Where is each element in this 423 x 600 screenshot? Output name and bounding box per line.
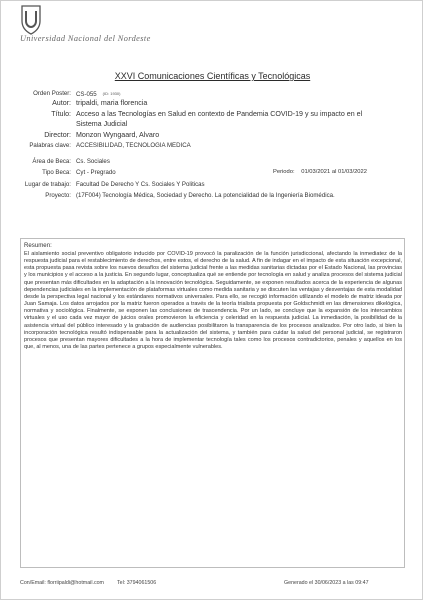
resumen-box (20, 238, 405, 568)
autor-value: tripaldi, maria florencia (76, 99, 148, 107)
titulo-line-1: Acceso a las Tecnologías en Salud en contexto de Pandemia COVID-19 y su impacto en el (76, 110, 363, 118)
orden-value: CS-055 (76, 91, 97, 98)
director-label: Director: (44, 131, 71, 139)
autor-label: Autor: (52, 99, 71, 107)
tipo-beca-label: Tipo Beca: (42, 169, 71, 176)
footer-email: Con/Email: florriipaldi@hotmail.com (20, 580, 104, 586)
footer-generated: Generado el 30/06/2023 a las 09:47 (284, 580, 369, 586)
director-value: Monzon Wyngaard, Alvaro (76, 131, 160, 139)
orden-label: Orden Poster: (33, 90, 71, 97)
university-shield-icon (20, 5, 42, 35)
lugar-trabajo-label: Lugar de trabajo: (24, 181, 71, 188)
resumen-label: Resumen: (24, 242, 52, 249)
area-beca-label: Área de Beca: (32, 158, 71, 165)
palabras-clave-value: ACCESIBILIDAD, TECNOLOGIA MEDICA (76, 142, 191, 149)
titulo-line-2: Sistema Judicial (76, 120, 128, 128)
university-name: Universidad Nacional del Nordeste (20, 34, 151, 43)
orden-value-wrap (76, 90, 120, 98)
palabras-clave-label: Palabras clave: (29, 142, 71, 149)
conference-title: XXVI Comunicaciones Científicas y Tecnológicas (114, 71, 311, 81)
periodo-label: Periodo: (273, 169, 295, 175)
university-logo (20, 5, 170, 61)
footer-tel: Tel: 3794061506 (117, 580, 157, 586)
periodo-value: 01/03/2021 al 01/03/2022 (301, 169, 367, 175)
tipo-beca-value: Cyt - Pregrado (76, 169, 116, 176)
area-beca-value: Cs. Sociales (76, 158, 110, 165)
orden-id: (ID: 1930) (102, 91, 121, 96)
proyecto-label: Proyecto: (45, 192, 71, 199)
lugar-trabajo-value: Facultad De Derecho Y Cs. Sociales Y Politicas (76, 181, 205, 188)
field-periodo (273, 169, 367, 175)
resumen-text: El aislamiento social preventivo obligatorio inducido por COVID-19 provocó la paralización de la función jurisdiccional, afectando la inmediatez de la respuesta judicial para el restablecimiento de derechos, entre estos, el derecho de la salud. A fin de indagar en el impacto de esta situación excepcional, esta propuesta pasa revista sobre los nuevos desafíos del sistema judicial frente a las medidas sanitarias dictadas por el Estado Nacional, las provincias y los municipios y el acceso a la justicia. En segundo lugar, conceptualiza qué se entiende por tecnología en salud y analiza procesos del sistema judicial que presentan más dificultades en la adaptación a la innovación tecnológica. Seguidamente, se exponen resultados acerca de la experiencia de algunas dependencias judiciales en la implementación de plataformas virtuales como medida sanitaria y se discuten las ventajas y desventajas de esta modalidad desde la perspectiva legal nacional y los estándares normativos universales. Para ello, se recogió información utilizando el modelo de matriz ideada por Juan Samaja. Los datos arrojados por la matriz fueron operados a través de la teoría trialista propuesta por Goldschmidt en las dimensiones dikelógica, normativa y sociológica. Finalmente, se exponen las conclusiones de trascendencia. Por un lado, se concluye que la expansión de los intercambios virtuales y el uso cada vez mayor de juicios orales promovieron la eficiencia y celeridad en la respuesta judicial. La inmediación, la posibilidad de la asistencia virtual del público interesado y la grabación de audiencias posibilitaron la transparencia de los procesos analizados. Por otro lado, si bien la incorporación tecnológica resultó indispensable para la actualización del sistema, y también para cuidar la salud del personal judicial, se registraron procesos que presentan mayores dificultades a la hora de implementar tecnología tales como los procesos contradictorios, penales y aquellos en los que, al menos, una de las partes pertenece a grupos especialmente vulnerables. (24, 251, 402, 351)
field-titulo (1, 110, 423, 130)
proyecto-value: (17F004) Tecnología Médica, Sociedad y Derecho. La potencialidad de la Ingeniería Biomédica. (76, 192, 335, 199)
titulo-label: Título: (51, 110, 71, 118)
